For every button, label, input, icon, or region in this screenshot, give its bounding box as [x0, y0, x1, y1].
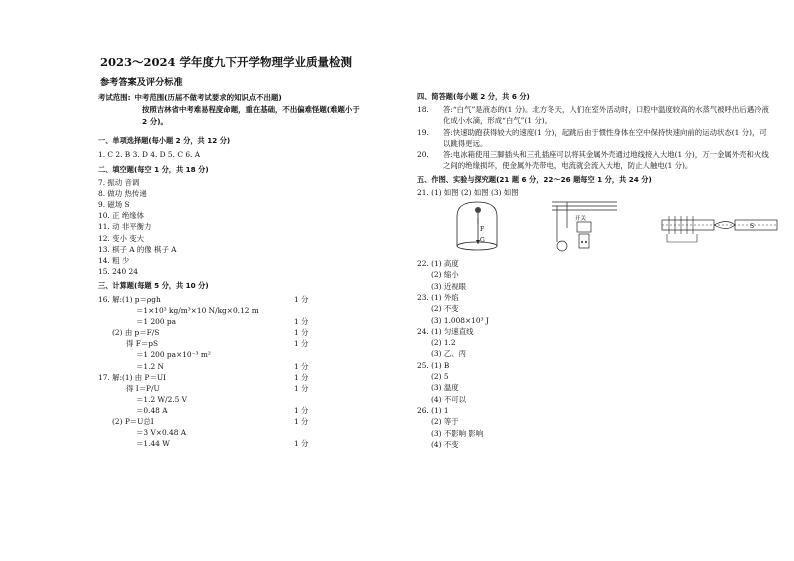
experiment-answer-line: (4) 不变 [431, 439, 459, 449]
solution-line [98, 294, 408, 305]
label-G: G [480, 237, 485, 245]
question-number: 19. [417, 127, 429, 137]
solution-step: ＝1×10³ kg/m³×10 N/kg×0.12 m [136, 306, 259, 316]
solution-step: 得 I＝P/U [126, 383, 160, 393]
score-points: 1 分 [294, 439, 309, 449]
section-5-answers [417, 258, 787, 450]
right-column [417, 48, 787, 450]
solution-step: (2) 由 p＝F/S [112, 328, 160, 338]
solution-line [98, 327, 408, 338]
section-1-answers: 1. C 2. B 3. D 4. D 5. C 6. A [98, 150, 201, 159]
solution-line [98, 316, 408, 327]
experiment-answer-line: (3) 1.008×10³ J [431, 315, 489, 325]
fill-answer-item: 8. 做功 热传递 [98, 189, 147, 199]
fill-answer-item: 10. 正 绝缘体 [98, 211, 145, 221]
experiment-answer-line: (3) 近视眼 [431, 281, 466, 291]
section-3-solutions [98, 294, 408, 449]
score-points: 1 分 [294, 372, 309, 382]
exam-scope [98, 92, 408, 128]
section-4-answers [417, 104, 787, 172]
solution-step: 16. 解:(1) p＝ρgh [98, 294, 161, 304]
experiment-answer-line: 22. (1) 高度 [417, 259, 459, 269]
experiment-answer-line: 23. (1) 外焰 [417, 292, 459, 302]
solution-step: ＝1.2 W/2.5 V [136, 394, 188, 404]
page-subtitle: 参考答案及评分标准 [100, 77, 183, 88]
figure-caption: 21. (1) 如图 (2) 如图 (3) 如图 [417, 187, 519, 197]
experiment-answer-line: (2) 1.2 [431, 338, 456, 348]
experiment-answer-line: 26. (1) 1 [417, 405, 449, 415]
fill-answer-item: 9. 磁场 S [98, 200, 130, 210]
score-points: 1 分 [294, 317, 309, 327]
figures-row [417, 198, 787, 258]
solution-line [98, 438, 408, 449]
short-answer-item [417, 104, 787, 127]
experiment-answer-line: (2) 等于 [431, 417, 459, 427]
experiment-answer-line: 24. (1) 匀速直线 [417, 326, 474, 336]
label-S: S [750, 223, 755, 231]
experiment-answer-line: 25. (1) B [417, 360, 450, 370]
experiment-answer-line: (3) 不影响 影响 [431, 428, 484, 438]
section-5-title: 五、作图、实验与探究题(21 题 6 分，22～26 题每空 1 分，共 24 分) [417, 174, 652, 184]
circuit-figure [552, 202, 617, 251]
score-points: 1 分 [294, 405, 309, 415]
score-points: 1 分 [294, 328, 309, 338]
fill-answer-item: 11. 动 非平衡力 [98, 222, 152, 232]
short-answer-item [417, 149, 787, 172]
experiment-answer-line: (2) 5 [431, 372, 449, 382]
scope-line-3: 2 分)。 [142, 117, 168, 126]
question-number: 20. [417, 150, 429, 160]
solution-step: ＝1 200 pa×10⁻³ m² [136, 350, 211, 360]
fill-answer-item: 12. 变小 变大 [98, 233, 145, 243]
solution-line [98, 383, 408, 394]
answer-text: 答:快速助跑获得较大的速度(1 分)，起跳后由于惯性身体在空中保持快速向前的运动状态(1 分)，可以跳得更远。 [443, 127, 767, 148]
experiment-answer-line: (2) 不变 [431, 304, 459, 314]
solution-line [98, 416, 408, 427]
section-4-title: 四、简答题(每小题 2 分，共 6 分) [417, 92, 530, 101]
score-points: 1 分 [294, 383, 309, 393]
solution-step: ＝3 V×0.48 A [136, 428, 187, 438]
scope-line-2: 按照吉林省中考难易程度命题，重在基础，不出偏难怪题(难题小于 [142, 105, 360, 114]
section-2-answers [98, 177, 408, 277]
switch-label: 开关 [575, 216, 587, 223]
score-points: 1 分 [294, 361, 309, 371]
experiment-answer-line: (3) 温度 [431, 383, 459, 393]
score-points: 1 分 [294, 416, 309, 426]
experiment-answer-line: (3) 乙、丙 [431, 349, 466, 359]
physics-diagrams [417, 198, 787, 258]
solution-step: ＝0.48 A [136, 405, 168, 415]
fill-answer-item: 13. 棋子 A 的像 棋子 A [98, 244, 177, 254]
solution-line [98, 361, 408, 372]
bell-jar-figure [457, 202, 497, 250]
fill-answer-item: 15. 240 24 [98, 266, 138, 276]
solution-line [98, 405, 408, 416]
score-points: 1 分 [294, 294, 309, 304]
left-column [98, 48, 408, 449]
section-1-title: 一、单项选择题(每小题 2 分，共 12 分) [98, 136, 231, 145]
solution-step: ＝1 200 pa [136, 317, 177, 327]
solution-line [98, 372, 408, 383]
solution-line [98, 427, 408, 438]
experiment-answer-line: (4) 不可以 [431, 394, 466, 404]
fill-answer-item: 7. 振动 音调 [98, 178, 140, 188]
electromagnet-figure [662, 216, 777, 242]
solution-step: ＝1.2 N [136, 361, 164, 371]
section-2-title: 二、填空题(每空 1 分，共 18 分) [98, 165, 209, 175]
solution-step: 17. 解:(1) 由 P＝UI [98, 372, 167, 382]
solution-step: 得 F＝pS [126, 339, 159, 349]
solution-line [98, 394, 408, 405]
solution-step: (2) P＝U总I [112, 416, 154, 426]
solution-step: ＝1.44 W [136, 439, 170, 449]
score-points: 1 分 [294, 339, 309, 349]
answer-text: 答:电冰箱使用三脚插头和三孔插座可以将其金属外壳通过地线接入大地(1 分)，万一金属外壳和火线之间的绝缘损坏，使金属外壳带电，电流就会流入大地，防止人触电(1 分)。 [443, 150, 769, 171]
answer-text: 答:“白气”是液态的(1 分)。北方冬天，人们在室外活动时，口腔中温度较高的水蒸气被呼出后遇冷液化成小水滴，形成“白气”(1 分)。 [443, 105, 769, 126]
solution-line [98, 349, 408, 360]
page-title: 2023～2024 学年度九下开学物理学业质量检测 [100, 55, 353, 69]
fill-answer-item: 14. 粗 少 [98, 255, 130, 265]
short-answer-item [417, 127, 787, 150]
scope-label: 考试范围: [98, 93, 131, 102]
experiment-answer-line: (2) 缩小 [431, 270, 459, 280]
label-F: F [480, 226, 485, 234]
solution-line [98, 305, 408, 316]
section-3-title: 三、计算题(每题 5 分，共 10 分) [98, 280, 209, 290]
question-number: 18. [417, 105, 429, 114]
solution-line [98, 338, 408, 349]
scope-line-1: 中考范围(历届不做考试要求的知识点不出题) [134, 93, 282, 102]
